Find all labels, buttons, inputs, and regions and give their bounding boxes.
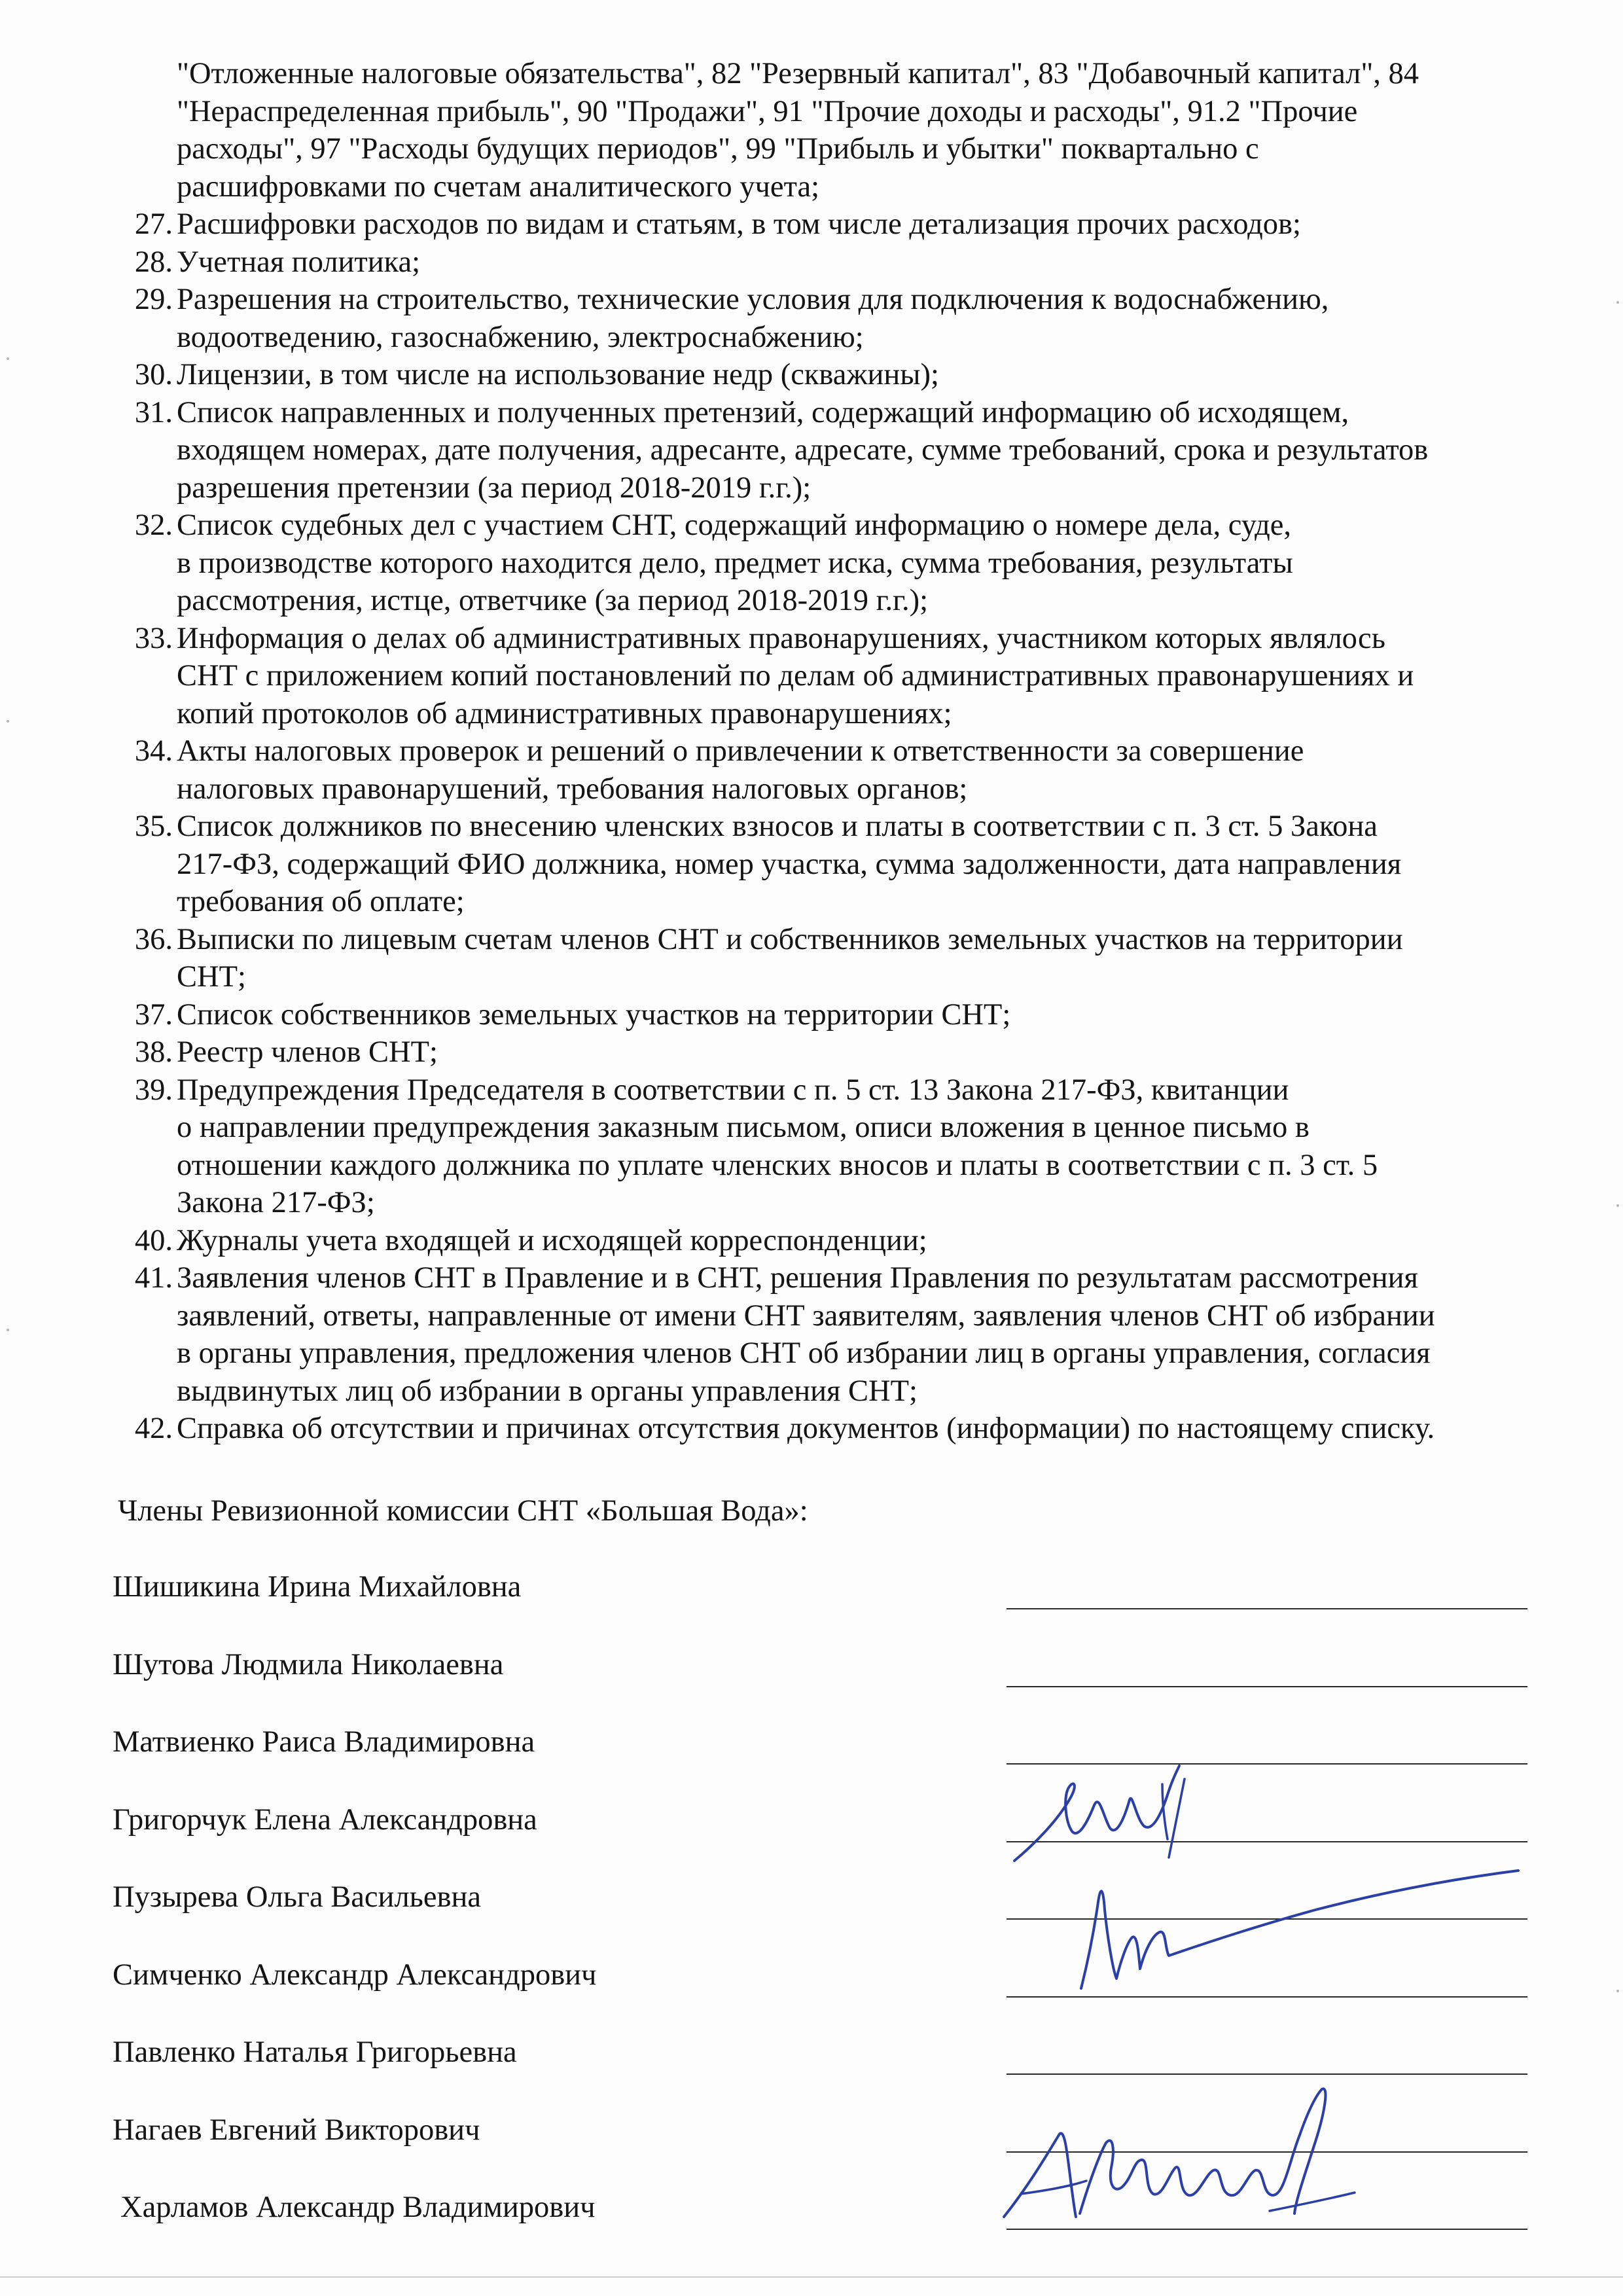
list-item-number: 29.: [134, 283, 173, 316]
text-line: разрешения претензии (за период 2018-2019 г.г.);: [177, 471, 812, 505]
text-line: Заявления членов СНТ в Правление и в СНТ, решения Правления по результатам рассмотрения: [177, 1261, 1418, 1295]
list-item-number: 41.: [134, 1261, 173, 1295]
text-line: Закона 217-ФЗ;: [177, 1186, 375, 1219]
member-name: Шишикина Ирина Михайловна: [113, 1570, 522, 1604]
text-line: Журналы учета входящей и исходящей корреспонденции;: [177, 1223, 927, 1257]
member-row: [120, 2189, 1580, 2241]
member-row: [113, 2111, 1572, 2164]
scan-speck: [7, 357, 9, 360]
text-line: Список должников по внесению членских взносов и платы в соответствии с п. 3 ст. 5 Закона: [177, 810, 1378, 843]
list-item-number: 42.: [134, 1412, 173, 1445]
text-line: Предупреждения Председателя в соответствии с п. 5 ст. 13 Закона 217-ФЗ, квитанции: [177, 1073, 1289, 1107]
scan-speck: [7, 720, 9, 723]
text-line: Информация о делах об административных правонарушениях, участником которых являлось: [177, 621, 1385, 655]
list-item-number: 34.: [134, 734, 173, 768]
list-item-number: 33.: [134, 621, 173, 655]
signature-line: [1007, 1686, 1527, 1687]
signature-line: [1007, 1918, 1527, 1920]
list-item-number: 32.: [134, 509, 173, 542]
text-line: расшифровками по счетам аналитического учета;: [177, 170, 820, 204]
text-line: Акты налоговых проверок и решений о привлечении к ответственности за совершение: [177, 734, 1304, 768]
signature-line: [1007, 1996, 1527, 1998]
member-row: [113, 1646, 1572, 1698]
signature-line: [1007, 2073, 1527, 2075]
text-line: СНТ;: [177, 960, 246, 994]
member-name: Григорчук Елена Александровна: [113, 1803, 537, 1837]
text-line: налоговых правонарушений, требования налоговых органов;: [177, 772, 968, 806]
member-name: Харламов Александр Владимирович: [120, 2191, 596, 2224]
text-line: в производстве которого находится дело, предмет иска, сумма требования, результаты: [177, 546, 1293, 580]
scan-speck: [1616, 1990, 1619, 1992]
text-line: 217-ФЗ, содержащий ФИО должника, номер участка, сумма задолженности, дата направления: [177, 847, 1402, 881]
text-line: выдвинутых лиц об избрании в органы управления СНТ;: [177, 1374, 918, 1408]
member-row: [113, 1801, 1572, 1854]
text-line: Список собственников земельных участков на территории СНТ;: [177, 997, 1011, 1031]
scan-speck: [1616, 301, 1619, 304]
text-line: Учетная политика;: [177, 245, 421, 279]
text-line: Список направленных и полученных претензий, содержащий информацию об исходящем,: [177, 395, 1349, 429]
member-name: Павленко Наталья Григорьевна: [113, 2036, 517, 2069]
list-item-number: 37.: [134, 997, 173, 1031]
member-row: [113, 1568, 1572, 1621]
text-line: "Нераспределенная прибыль", 90 "Продажи", 91 "Прочие доходы и расходы", 91.2 "Прочие: [177, 94, 1358, 128]
text-line: о направлении предупреждения заказным письмом, описи вложения в ценное письмо в: [177, 1111, 1310, 1144]
list-item-number: 38.: [134, 1035, 173, 1069]
signature-line: [1007, 1763, 1527, 1765]
scan-edge-line: [0, 2276, 1623, 2278]
signature-line: [1007, 2229, 1527, 2230]
text-line: в органы управления, предложения членов СНТ об избрании лиц в органы управления, согласия: [177, 1336, 1431, 1370]
text-line: отношении каждого должника по уплате членских вносов и платы в соответствии с п. 3 ст. 5: [177, 1148, 1378, 1182]
commission-heading: Члены Ревизионной комиссии СНТ «Большая Вода»:: [118, 1494, 808, 1528]
text-line: заявлений, ответы, направленные от имени СНТ заявителям, заявления членов СНТ об избрании: [177, 1299, 1435, 1333]
text-line: Лицензии, в том числе на использование недр (скважины);: [177, 358, 939, 391]
text-line: копий протоколов об административных правонарушениях;: [177, 696, 952, 730]
text-line: требования об оплате;: [177, 885, 465, 918]
list-item-number: 30.: [134, 358, 173, 391]
text-line: СНТ с приложением копий постановлений по делам об административных правонарушениях и: [177, 659, 1414, 692]
list-item-number: 39.: [134, 1073, 173, 1107]
list-item-number: 27.: [134, 207, 173, 241]
text-line: Реестр членов СНТ;: [177, 1035, 438, 1069]
list-item-number: 31.: [134, 395, 173, 429]
member-row: [113, 1878, 1572, 1931]
member-row: [113, 1723, 1572, 1776]
signature-line: [1007, 2151, 1527, 2153]
member-name: Шутова Людмила Николаевна: [113, 1647, 504, 1681]
signature-line: [1007, 1608, 1527, 1609]
member-name: Нагаев Евгений Викторович: [113, 2113, 480, 2147]
list-item-number: 35.: [134, 810, 173, 843]
text-line: Расшифровки расходов по видам и статьям, в том числе детализация прочих расходов;: [177, 207, 1301, 241]
list-item-number: 40.: [134, 1223, 173, 1257]
text-line: Список судебных дел с участием СНТ, содержащий информацию о номере дела, суде,: [177, 509, 1291, 542]
text-line: рассмотрения, истце, ответчике (за период 2018-2019 г.г.);: [177, 584, 928, 617]
member-row: [113, 1956, 1572, 2009]
scan-speck: [1616, 1204, 1619, 1207]
member-name: Пузырева Ольга Васильевна: [113, 1880, 481, 1914]
member-name: Матвиенко Раиса Владимировна: [113, 1725, 535, 1759]
member-row: [113, 2034, 1572, 2086]
text-line: Выписки по лицевым счетам членов СНТ и собственников земельных участков на территории: [177, 922, 1403, 956]
list-item-number: 36.: [134, 922, 173, 956]
scan-speck: [7, 1329, 9, 1331]
signature-line: [1007, 1841, 1527, 1842]
text-line: Разрешения на строительство, технические условия для подключения к водоснабжению,: [177, 283, 1329, 316]
text-line: Справка об отсутствии и причинах отсутствия документов (информации) по настоящему списку.: [177, 1412, 1435, 1445]
text-line: расходы", 97 "Расходы будущих периодов", 99 "Прибыль и убытки" поквартально с: [177, 132, 1259, 166]
member-name: Симченко Александр Александрович: [113, 1958, 597, 1992]
text-line: водоотведению, газоснабжению, электроснабжению;: [177, 320, 864, 354]
list-item-number: 28.: [134, 245, 173, 279]
text-line: "Отложенные налоговые обязательства", 82 "Резервный капитал", 83 "Добавочный капитал", 84: [177, 57, 1419, 90]
text-line: входящем номерах, дате получения, адресанте, адресате, сумме требований, срока и результатов: [177, 433, 1429, 467]
